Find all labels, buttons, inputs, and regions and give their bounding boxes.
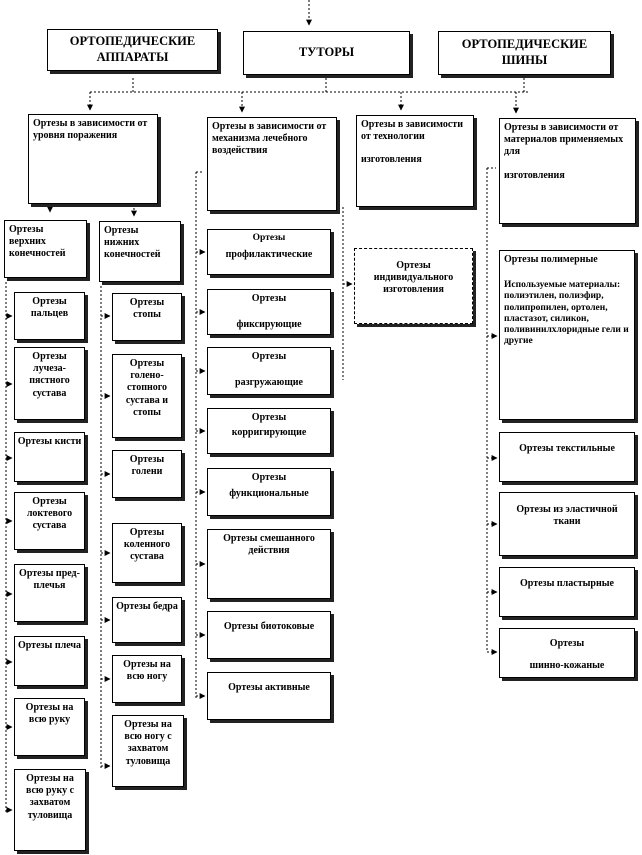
mech-item-preventive-title: Ортезы xyxy=(252,233,286,243)
material-item-textile-label: Ортезы текстильные xyxy=(519,443,615,454)
lower-item-shin: Ортезы голени xyxy=(112,450,182,498)
mech-item-biocurrent xyxy=(207,611,331,659)
box-orthopedic-apparatus: ОРТОПЕДИЧЕСКИЕ АППАРАТЫ xyxy=(47,29,218,71)
mech-item-preventive xyxy=(207,229,331,275)
mech-item-correcting-title: Ортезы xyxy=(251,412,287,423)
material-item-polymer-desc: Используемые материалы: полиэтилен, полиэфир, полипропилен, ортолен, пластазот, силикон, поливинилхлоридные гели и другие xyxy=(504,280,629,347)
mech-item-unloading-title: Ортезы xyxy=(251,351,287,362)
mech-item-active xyxy=(207,672,331,720)
upper-item-elbow: Ортезы локтевого сустава xyxy=(14,492,85,550)
lower-item-whole-leg: Ортезы на всю ногу xyxy=(112,655,182,703)
box-orthopedic-splints: ОРТОПЕДИЧЕСКИЕ ШИНЫ xyxy=(438,31,611,75)
mech-item-mixed-sub: действия xyxy=(248,545,290,557)
material-item-plaster-label: Ортезы пластырные xyxy=(520,578,614,589)
material-item-leather xyxy=(499,628,635,678)
mech-item-fixing-title: Ортезы xyxy=(251,293,287,304)
material-item-leather-title: Ортезы xyxy=(549,638,585,649)
mech-item-preventive-sub: профилактические xyxy=(225,248,313,260)
lower-item-thigh: Ортезы бедра xyxy=(112,597,182,643)
mech-item-mixed-title: Ортезы смешанного xyxy=(223,533,315,544)
category-technology-line2: изготовления xyxy=(361,154,422,166)
mech-item-functional-sub: функциональные xyxy=(229,488,309,500)
tech-item-individual xyxy=(354,248,473,324)
lower-item-leg-with-torso: Ортезы на всю ногу с захватом туловища xyxy=(112,715,184,787)
material-item-elastic xyxy=(499,492,635,556)
upper-item-arm-with-torso: Ортезы на всю руку с захватом туловища xyxy=(14,769,86,851)
upper-item-whole-arm: Ортезы на всю руку xyxy=(14,698,85,756)
tech-item-individual-label: Ортезы индивидуального изготовления xyxy=(373,260,454,296)
category-technology xyxy=(356,115,474,207)
category-mechanism: Ортезы в зависимости от механизма лечебного воздействия xyxy=(207,117,337,211)
mech-item-fixing-sub: фиксирующие xyxy=(236,319,302,331)
material-item-plaster xyxy=(499,567,635,617)
mech-item-unloading-sub: разгружающие xyxy=(235,377,303,389)
material-item-leather-sub: шинно-кожаные xyxy=(529,660,605,672)
material-item-polymer xyxy=(499,250,635,420)
mech-item-fixing xyxy=(207,289,331,335)
mech-item-functional-title: Ортезы xyxy=(251,472,287,483)
upper-item-hand: Ортезы кисти xyxy=(14,432,85,482)
mech-item-unloading xyxy=(207,347,331,395)
material-item-elastic-label: Ортезы из эластичной ткани xyxy=(516,504,618,528)
mech-item-functional xyxy=(207,468,331,516)
category-level: Ортезы в зависимости от уровня поражения xyxy=(28,114,158,204)
upper-item-shoulder: Ортезы плеча xyxy=(14,636,85,686)
lower-item-ankle: Ортезы голено-стопного сустава и стопы xyxy=(112,354,182,438)
category-material-line1: Ортезы в зависимости от материалов применяемых для xyxy=(504,122,624,158)
lower-item-foot: Ортезы стопы xyxy=(112,293,182,341)
material-item-polymer-title: Ортезы полимерные xyxy=(504,254,598,265)
upper-item-fingers: Ортезы пальцев xyxy=(14,292,85,340)
category-technology-line1: Ортезы в зависимости от технологии xyxy=(361,119,463,143)
box-lower-limbs: Ортезы нижних конечностей xyxy=(99,221,181,282)
lower-item-knee: Ортезы коленного сустава xyxy=(112,523,182,583)
upper-item-forearm: Ортезы пред-плечья xyxy=(14,564,85,622)
mech-item-biocurrent-title: Ортезы биотоковые xyxy=(223,621,315,632)
material-item-textile xyxy=(499,432,635,482)
box-upper-limbs: Ортезы верхних конечностей xyxy=(4,220,87,278)
mech-item-active-title: Ортезы активные xyxy=(228,682,310,693)
upper-item-wrist: Ортезы лучеза-пястного сустава xyxy=(14,347,85,420)
mech-item-correcting xyxy=(207,408,331,454)
category-material xyxy=(499,118,636,224)
mech-item-correcting-sub: корригирующие xyxy=(231,427,307,439)
category-material-line2: изготовления xyxy=(504,169,565,181)
mech-item-mixed xyxy=(207,529,331,599)
box-tutors: ТУТОРЫ xyxy=(243,31,410,75)
